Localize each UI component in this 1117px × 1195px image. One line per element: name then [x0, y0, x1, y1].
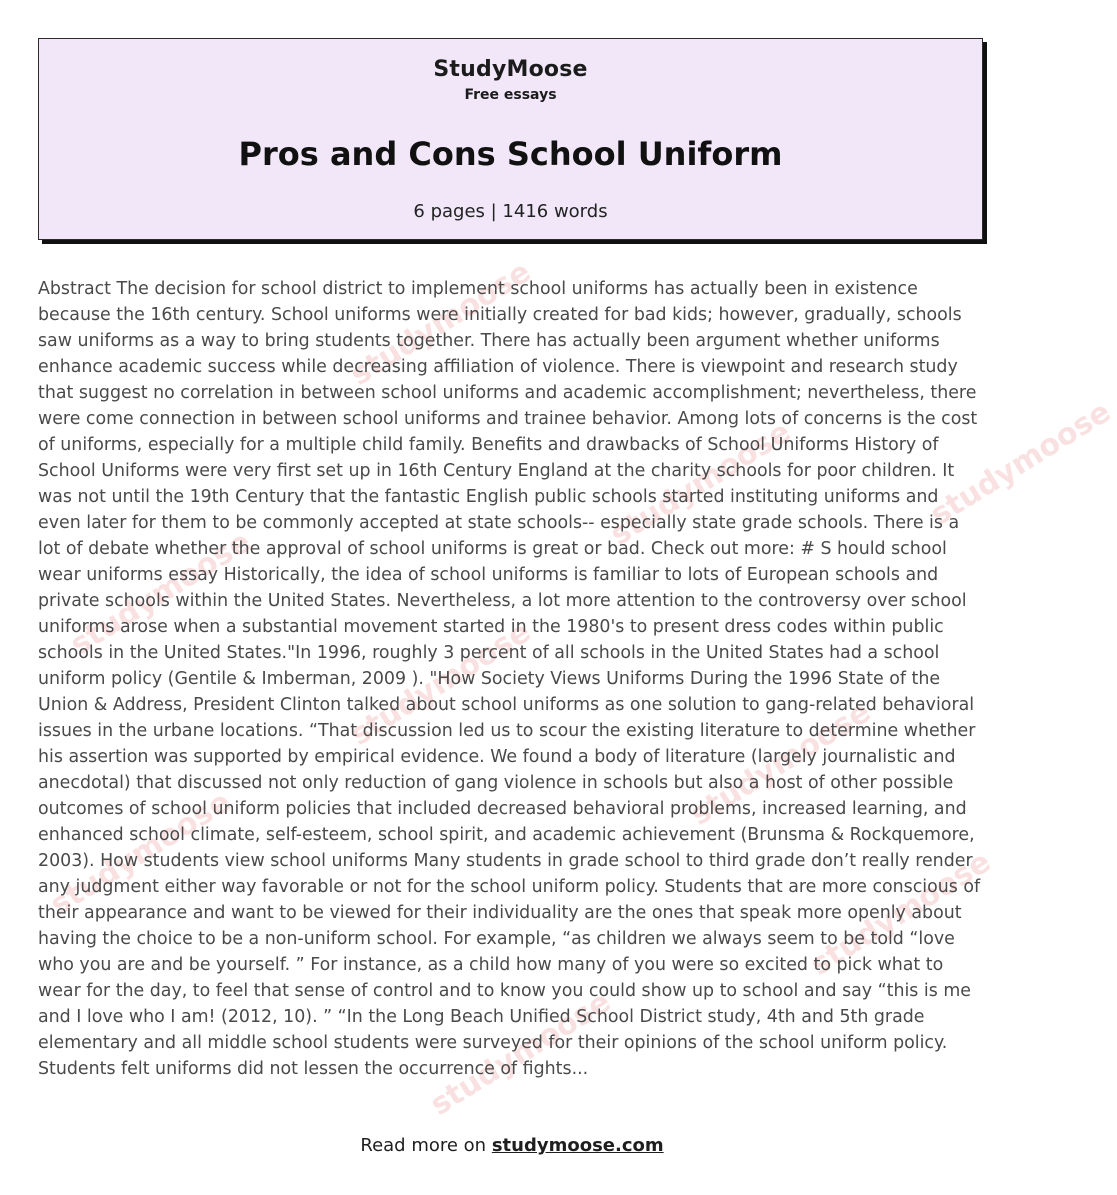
watermark: studymoose	[424, 984, 617, 1123]
site-logo[interactable]: StudyMoose	[433, 57, 588, 82]
page-title: Pros and Cons School Uniform	[238, 135, 783, 173]
essay-meta: 6 pages | 1416 words	[413, 201, 608, 222]
essay-header-card	[38, 38, 983, 240]
read-more-link[interactable]: studymoose.com	[491, 1135, 664, 1156]
read-more-line	[0, 1135, 1024, 1156]
watermark: studymoose	[64, 524, 257, 663]
watermark: studymoose	[344, 614, 537, 753]
watermark: studymoose	[344, 254, 537, 393]
watermark: studymoose	[804, 844, 997, 983]
watermark: studymoose	[684, 694, 877, 833]
site-tagline: Free essays	[464, 87, 557, 103]
essay-text: Abstract The decision for school district to implement school uniforms has actually been in existence because the 16th century. School uniforms were initially created for bad kids; however, gradually, schools saw uniforms as a way to bring students together. There has actually been argument whether uniforms enhance academic success while decreasing affiliation of violence. There is viewpoint and research study that suggest no correlation in between school uniforms and academic accomplishment; nevertheless, there were come connection in between school uniforms and trainee behavior. Among lots of concerns is the cost of uniforms, especially for a multiple child family. Benefits and drawbacks of School Uniforms History of School Uniforms were very first set up in 16th Century England at the charity schools for poor children. It was not until the 19th Century that the fantastic English public schools started instituting uniforms and even later for them to be commonly accepted at state schools-- especially state grade schools. There is a lot of debate whether the approval of school uniforms is great or bad. Check out more: # S hould school wear uniforms essay Historically, the idea of school uniforms is familiar to lots of European schools and private schools within the United States. Nevertheless, a lot more attention to the controversy over school uniforms arose when a substantial movement started in the 1980's to present dress codes within public schools in the United States."In 1996, roughly 3 percent of all schools in the United States had a school uniform policy (Gentile & Imberman, 2009 ). "How Society Views Uniforms During the 1996 State of the Union & Address, President Clinton talked about school uniforms as one solution to gang-related behavioral issues in the urbane locations. “That discussion led us to scour the existing literature to determine whether his assertion was supported by empirical evidence. We found a body of literature (largely journalistic and anecdotal) that discussed not only reduction of gang violence in schools but also a host of other possible outcomes of school uniform policies that included decreased behavioral problems, increased learning, and enhanced school climate, self-esteem, school spirit, and academic achievement (Brunsma & Rockquemore, 2003). How students view school uniforms Many students in grade school to third grade don’t really render any judgment either way favorable or not for the school uniform policy. Students that are more conscious of their appearance and want to be viewed for their individuality are the ones that speak more openly about having the choice to be a non-uniform school. For example, “as children we always seem to be told “love who you are and be yourself. ” For instance, as a child how many of you were so excited to pick what to wear for the day, to feel that sense of control and to know you could show up to school and say “this is me and I love who I am! (2012, 10). ” “In the Long Beach Unified School District study, 4th and 5th grade elementary and all middle school students were surveyed for their opinions of the school uniform policy. Students felt uniforms did not lessen the occurrence of fights...	[38, 279, 981, 1079]
watermark: studymoose	[604, 414, 797, 553]
essay-body	[38, 254, 1117, 1123]
watermark: studymoose	[924, 394, 1117, 533]
read-more-label: Read more on	[360, 1135, 492, 1156]
watermark: studymoose	[44, 784, 237, 923]
